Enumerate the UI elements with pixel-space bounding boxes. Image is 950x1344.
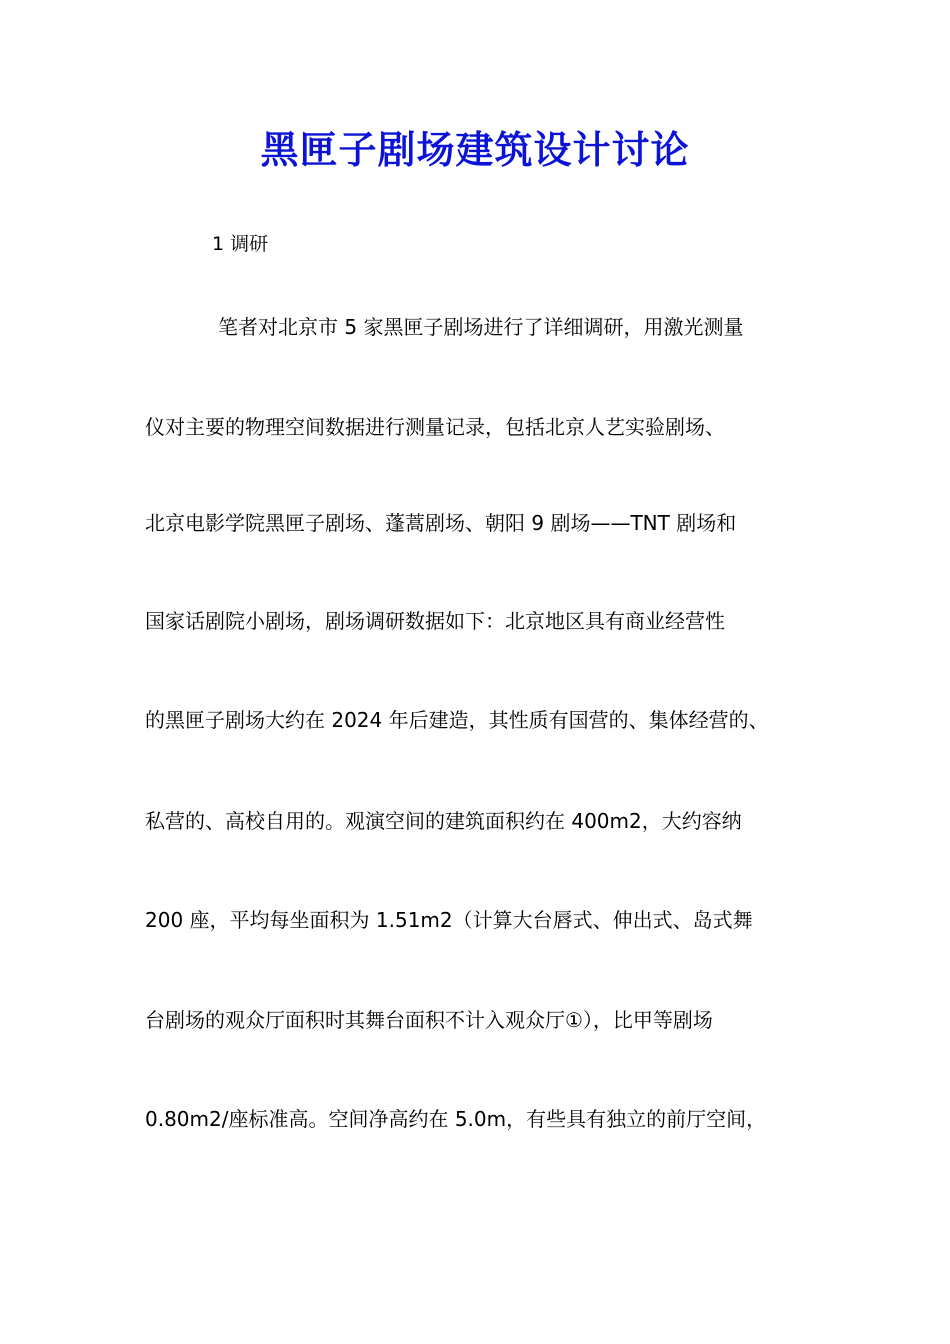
paragraph-line: 200 座，平均每坐面积为 1.51m2（计算大台唇式、伸出式、岛式舞: [145, 908, 753, 932]
paragraph-line: 笔者对北京市 5 家黑匣子剧场进行了详细调研，用激光测量: [218, 315, 744, 339]
paragraph-line: 台剧场的观众厅面积时其舞台面积不计入观众厅①），比甲等剧场: [145, 1008, 713, 1032]
paragraph-line: 私营的、高校自用的。观演空间的建筑面积约在 400m2，大约容纳: [145, 809, 742, 833]
paragraph-line: 国家话剧院小剧场，剧场调研数据如下：北京地区具有商业经营性: [145, 609, 725, 633]
section-heading: 1 调研: [212, 233, 269, 255]
paragraph-line: 的黑匣子剧场大约在 2024 年后建造，其性质有国营的、集体经营的、: [145, 708, 769, 732]
paragraph-line: 仪对主要的物理空间数据进行测量记录，包括北京人艺实验剧场、: [145, 415, 725, 439]
paragraph-line: 0.80m2/座标准高。空间净高约在 5.0m，有些具有独立的前厅空间，: [145, 1107, 767, 1131]
document-title: 黑匣子剧场建筑设计讨论: [260, 127, 690, 172]
paragraph-line: 北京电影学院黑匣子剧场、蓬蒿剧场、朝阳 9 剧场——TNT 剧场和: [145, 511, 737, 535]
